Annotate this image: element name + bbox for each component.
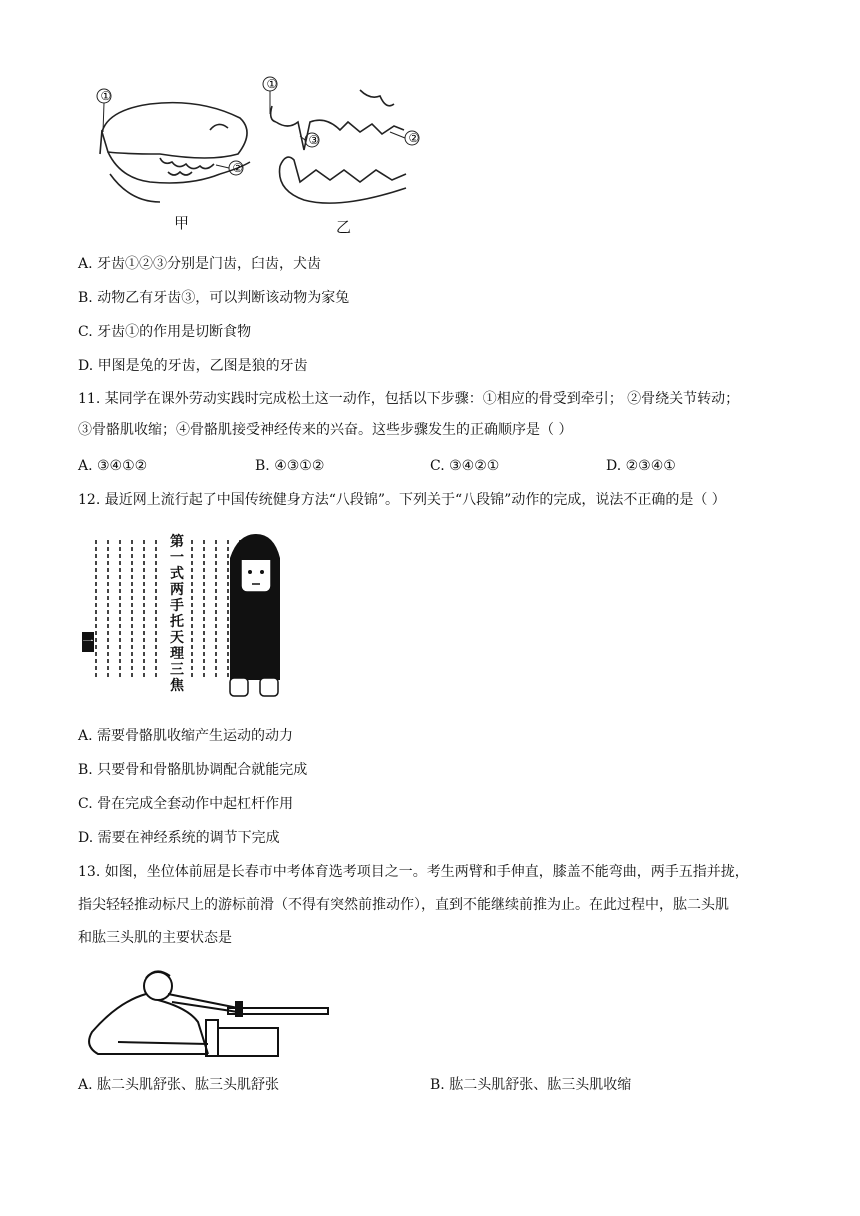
teeth-diagram	[90, 70, 430, 240]
sit-and-reach-figure	[78, 962, 338, 1062]
q11-option-d[interactable]: D. ②③④①	[606, 458, 676, 474]
sit-and-reach-illustration	[78, 962, 338, 1062]
q10-option-b[interactable]: B. 动物乙有牙齿③，可以判断该动物为家兔	[78, 290, 350, 306]
q10-option-a[interactable]: A. 牙齿①②③分别是门齿，臼齿，犬齿	[78, 256, 322, 272]
q13-stem-line-3: 和肱三头肌的主要状态是	[78, 930, 232, 946]
label-yi: 乙	[336, 218, 352, 236]
marker-2-jia-label: ②	[232, 161, 244, 175]
q13-stem-line-1: 13. 如图，坐位体前屈是长春市中考体育选考项目之一。考生两臂和手伸直，膝盖不能弯曲，两手五指并拢，	[78, 864, 749, 880]
q11-option-a[interactable]: A. ③④①②	[78, 458, 148, 474]
marker-1-jia-label: ①	[100, 89, 112, 103]
marker-2-yi-label: ②	[408, 131, 420, 145]
q11-option-b[interactable]: B. ④③①②	[255, 458, 325, 474]
q12-option-a[interactable]: A. 需要骨骼肌收缩产生运动的动力	[78, 728, 294, 744]
q11-stem-line-2: ③骨骼肌收缩；④骨骼肌接受神经传来的兴奋。这些步骤发生的正确顺序是（ ）	[78, 422, 573, 438]
marker-1-yi-label: ①	[266, 77, 278, 91]
q12-option-c[interactable]: C. 骨在完成全套动作中起杠杆作用	[78, 796, 294, 812]
q13-stem-line-2: 指尖轻轻推动标尺上的游标前滑（不得有突然前推动作），直到不能继续前推为止。在此过程中，肱二头肌	[78, 897, 729, 913]
baduanjin-title: 第一式 两手托天理三焦	[170, 534, 184, 694]
chapter-box-label: 一	[82, 635, 94, 648]
q10-option-d[interactable]: D. 甲图是兔的牙齿，乙图是狼的牙齿	[78, 358, 308, 374]
q12-option-b[interactable]: B. 只要骨和骨骼肌协调配合就能完成	[78, 762, 308, 778]
baduanjin-figure	[80, 530, 280, 702]
q12-stem: 12. 最近网上流行起了中国传统健身方法“八段锦”。下列关于“八段锦”动作的完成，说法不正确的是（ ）	[78, 492, 726, 508]
q10-option-c[interactable]: C. 牙齿①的作用是切断食物	[78, 324, 252, 340]
q12-option-d[interactable]: D. 需要在神经系统的调节下完成	[78, 830, 280, 846]
q11-stem-line-1: 11. 某同学在课外劳动实践时完成松土这一动作，包括以下步骤：①相应的骨受到牵引； ②骨绕关节转动；	[78, 391, 740, 407]
marker-3-yi-label: ③	[308, 133, 320, 147]
q13-option-a[interactable]: A. 肱二头肌舒张、肱三头肌舒张	[78, 1077, 280, 1093]
label-jia: 甲	[174, 214, 190, 232]
q11-option-c[interactable]: C. ③④②①	[430, 458, 500, 474]
q13-option-b[interactable]: B. 肱二头肌舒张、肱三头肌收缩	[430, 1077, 632, 1093]
teeth-figure	[90, 70, 430, 240]
